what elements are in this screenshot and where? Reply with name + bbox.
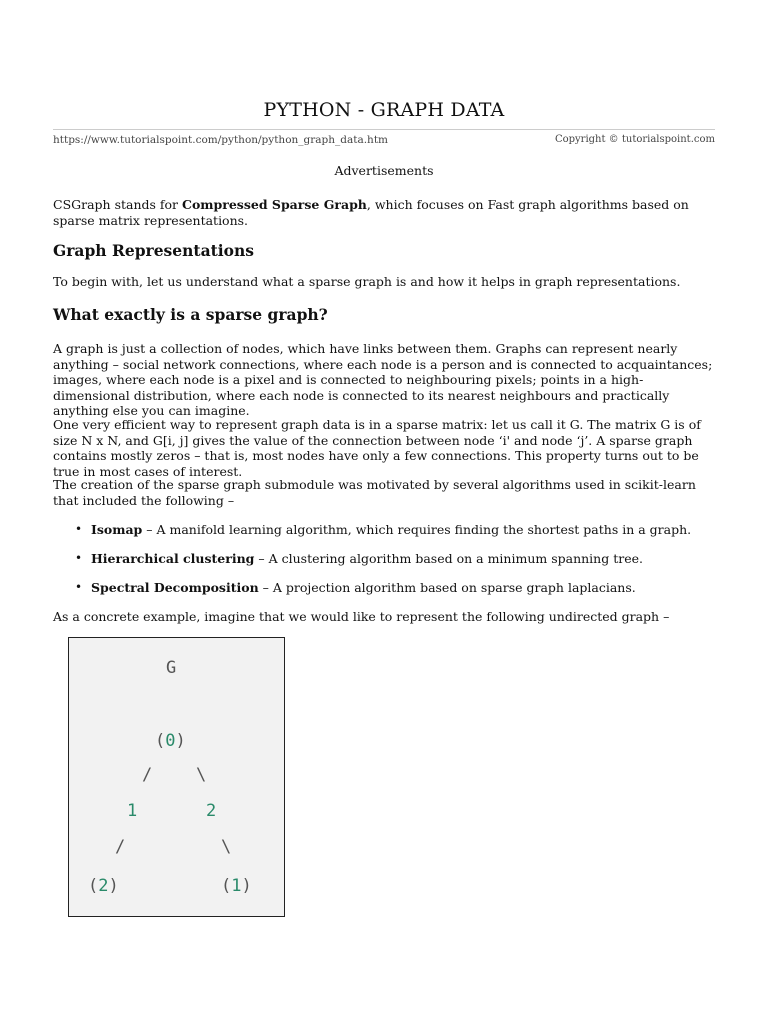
concrete-example-paragraph: As a concrete example, imagine that we would like to represent the following undirected graph – [53, 609, 670, 624]
heading-sparse-graph: What exactly is a sparse graph? [53, 305, 328, 324]
intro-text-before: CSGraph stands for [53, 197, 182, 212]
bullet-icon: • [75, 551, 83, 565]
node-paren-close: ) [108, 876, 119, 896]
page-url[interactable]: https://www.tutorialspoint.com/python/python_graph_data.htm [53, 134, 389, 146]
intro-paragraph [53, 197, 715, 228]
list-item-content [91, 551, 643, 566]
node-number: 2 [98, 876, 109, 896]
intro-text-after: , which focuses on Fast graph algorithms based on sparse matrix representations. [53, 197, 689, 228]
edge-left-lower: / [115, 837, 126, 857]
list-item-term: Spectral Decomposition [91, 580, 259, 595]
list-item-desc: – A manifold learning algorithm, which requires finding the shortest paths in a graph. [142, 522, 692, 537]
edge-left: / [142, 765, 153, 785]
node-paren-open: ( [221, 876, 232, 896]
list-item-term: Isomap [91, 522, 143, 537]
list-item-desc: – A clustering algorithm based on a minimum spanning tree. [254, 551, 643, 566]
graph-figure [68, 637, 285, 917]
edge-weight-right: 2 [206, 801, 217, 821]
page-title: PYTHON - GRAPH DATA [263, 99, 505, 121]
edge-right-lower: \ [221, 837, 232, 857]
node-paren-close: ) [175, 731, 186, 751]
leaf-node-right [221, 876, 252, 896]
bullet-icon: • [75, 522, 83, 536]
list-item-content [91, 580, 636, 595]
root-node [155, 731, 186, 751]
advertisements-label: Advertisements [334, 163, 434, 178]
leaf-node-left [88, 876, 119, 896]
list-item-term: Hierarchical clustering [91, 551, 255, 566]
edge-right: \ [196, 765, 207, 785]
sparse-graph-paragraph-2: One very efficient way to represent graph data is in a sparse matrix: let us call it G. The matrix G is of size N x N, and G[i, j] gives the value of the connection between node ‘i' and node ‘j’. A sparse graph contains mostly zeros – that is, most nodes have only a few connections. This property turns out to be true in most cases of interest. [53, 417, 701, 479]
graph-label: G [166, 658, 177, 678]
heading-graph-representations: Graph Representations [53, 241, 255, 260]
list-item-desc: – A projection algorithm based on sparse graph laplacians. [258, 580, 636, 595]
node-paren-close: ) [241, 876, 252, 896]
node-number: 1 [231, 876, 242, 896]
url-bar [53, 129, 715, 150]
edge-weight-left: 1 [127, 801, 138, 821]
list-item-content [91, 522, 691, 537]
sparse-graph-paragraph-3: The creation of the sparse graph submodule was motivated by several algorithms used in scikit-learn that included the following – [53, 477, 696, 508]
graph-representations-paragraph: To begin with, let us understand what a sparse graph is and how it helps in graph representations. [53, 274, 681, 289]
node-paren-open: ( [155, 731, 166, 751]
sparse-graph-paragraph-1: A graph is just a collection of nodes, which have links between them. Graphs can represent nearly anything – social network connections, where each node is a person and is connected to acquaintances; images, where each node is a pixel and is connected to neighbouring pixels; points in a high-dimensional distribution, where each node is connected to its nearest neighbours and practically anything else you can imagine. [53, 341, 713, 418]
intro-bold-term: Compressed Sparse Graph [182, 197, 367, 212]
bullet-icon: • [75, 580, 83, 594]
node-paren-open: ( [88, 876, 99, 896]
copyright-notice: Copyright © tutorialspoint.com [554, 134, 715, 145]
node-number: 0 [165, 731, 176, 751]
